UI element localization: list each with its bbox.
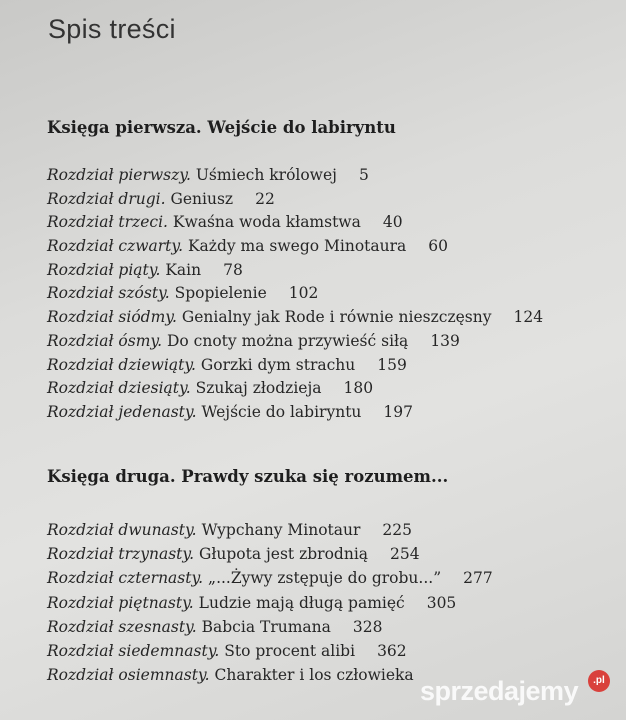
- page-number: 60: [428, 237, 448, 256]
- chapter-title: Wypchany Minotaur: [201, 521, 361, 539]
- page-number: 197: [383, 402, 414, 421]
- chapter-list: [47, 518, 493, 687]
- page-number: 225: [382, 521, 413, 539]
- chapter-label: Rozdział szesnasty.: [47, 617, 197, 636]
- page-number: 22: [255, 189, 275, 208]
- chapter-title: Głupota jest zbrodnią: [198, 545, 369, 564]
- chapter-label: Rozdział ósmy.: [47, 331, 163, 350]
- chapter-entry: [47, 235, 543, 259]
- chapter-entry: [47, 518, 493, 542]
- chapter-title: Wejście do labiryntu: [201, 402, 362, 421]
- chapter-title: Geniusz: [170, 189, 234, 208]
- chapter-label: Rozdział czwarty.: [47, 237, 184, 256]
- chapter-title: Szukaj złodzieja: [195, 379, 322, 398]
- chapter-entry: [47, 211, 543, 235]
- page-number: 362: [377, 641, 407, 660]
- page-number: 124: [513, 308, 544, 327]
- page-number: 254: [390, 545, 420, 564]
- chapter-entry: [47, 566, 493, 590]
- chapter-title: Genialny jak Rode i równie nieszczęsny: [181, 308, 492, 327]
- chapter-title: Kain: [165, 260, 202, 279]
- page-title: Spis treści: [48, 14, 176, 44]
- chapter-label: Rozdział piętnasty.: [47, 593, 194, 612]
- chapter-title: Gorzki dym strachu: [200, 355, 356, 374]
- chapter-entry: [47, 591, 493, 615]
- watermark-badge: .pl: [588, 670, 610, 692]
- page-number: 102: [288, 284, 319, 303]
- chapter-title: Kwaśna woda kłamstwa: [172, 213, 361, 232]
- page-number: 78: [223, 260, 243, 279]
- chapter-label: Rozdział siódmy.: [47, 308, 177, 327]
- page-number: 277: [463, 569, 493, 588]
- page-number: 40: [382, 213, 403, 232]
- chapter-label: Rozdział dziesiąty.: [47, 379, 191, 398]
- chapter-entry: [47, 354, 543, 378]
- chapter-entry: [47, 306, 543, 330]
- chapter-label: Rozdział dziewiąty.: [47, 355, 196, 374]
- chapter-label: Rozdział szósty.: [47, 284, 170, 303]
- chapter-entry: [47, 330, 543, 354]
- chapter-title: „...Żywy zstępuje do grobu...”: [208, 569, 442, 588]
- chapter-entry: [47, 188, 543, 212]
- page-number: 139: [430, 331, 460, 350]
- chapter-label: Rozdział trzynasty.: [47, 545, 195, 564]
- chapter-entry: [47, 164, 543, 188]
- chapter-title: Każdy ma swego Minotaura: [187, 237, 407, 256]
- chapter-entry: [47, 639, 493, 663]
- chapter-entry: [47, 401, 543, 425]
- chapter-label: Rozdział pierwszy.: [47, 166, 191, 184]
- chapter-label: Rozdział osiemnasty.: [47, 666, 210, 685]
- chapter-list: [47, 164, 543, 425]
- book-heading: Księga pierwsza. Wejście do labiryntu: [47, 118, 396, 137]
- chapter-entry: [47, 615, 493, 639]
- watermark-logo: sprzedajemy: [420, 676, 579, 706]
- chapter-label: Rozdział siedemnasty.: [47, 641, 220, 660]
- page-number: 180: [343, 379, 374, 398]
- chapter-label: Rozdział dwunasty.: [47, 521, 197, 539]
- page-number: 5: [358, 166, 369, 184]
- chapter-label: Rozdział czternasty.: [47, 569, 204, 588]
- page-number: 159: [377, 355, 407, 374]
- chapter-title: Sto procent alibi: [224, 641, 356, 660]
- chapter-entry: [47, 259, 543, 283]
- page-number: 305: [426, 593, 457, 612]
- page-number: 328: [352, 617, 383, 636]
- chapter-title: Do cnoty można przywieść siłą: [166, 331, 409, 350]
- chapter-title: Uśmiech królowej: [195, 166, 337, 184]
- chapter-label: Rozdział jedenasty.: [47, 402, 197, 421]
- chapter-entry: [47, 542, 493, 566]
- chapter-entry: [47, 377, 543, 401]
- chapter-label: Rozdział drugi.: [47, 189, 166, 208]
- book-heading: Księga druga. Prawdy szuka się rozumem...: [47, 467, 449, 486]
- chapter-title: Charakter i los człowieka: [214, 666, 414, 685]
- chapter-title: Babcia Trumana: [201, 617, 331, 636]
- chapter-title: Spopielenie: [174, 284, 267, 303]
- chapter-entry: [47, 282, 543, 306]
- chapter-label: Rozdział trzeci.: [47, 213, 168, 232]
- chapter-title: Ludzie mają długą pamięć: [198, 593, 405, 612]
- chapter-label: Rozdział piąty.: [47, 260, 161, 279]
